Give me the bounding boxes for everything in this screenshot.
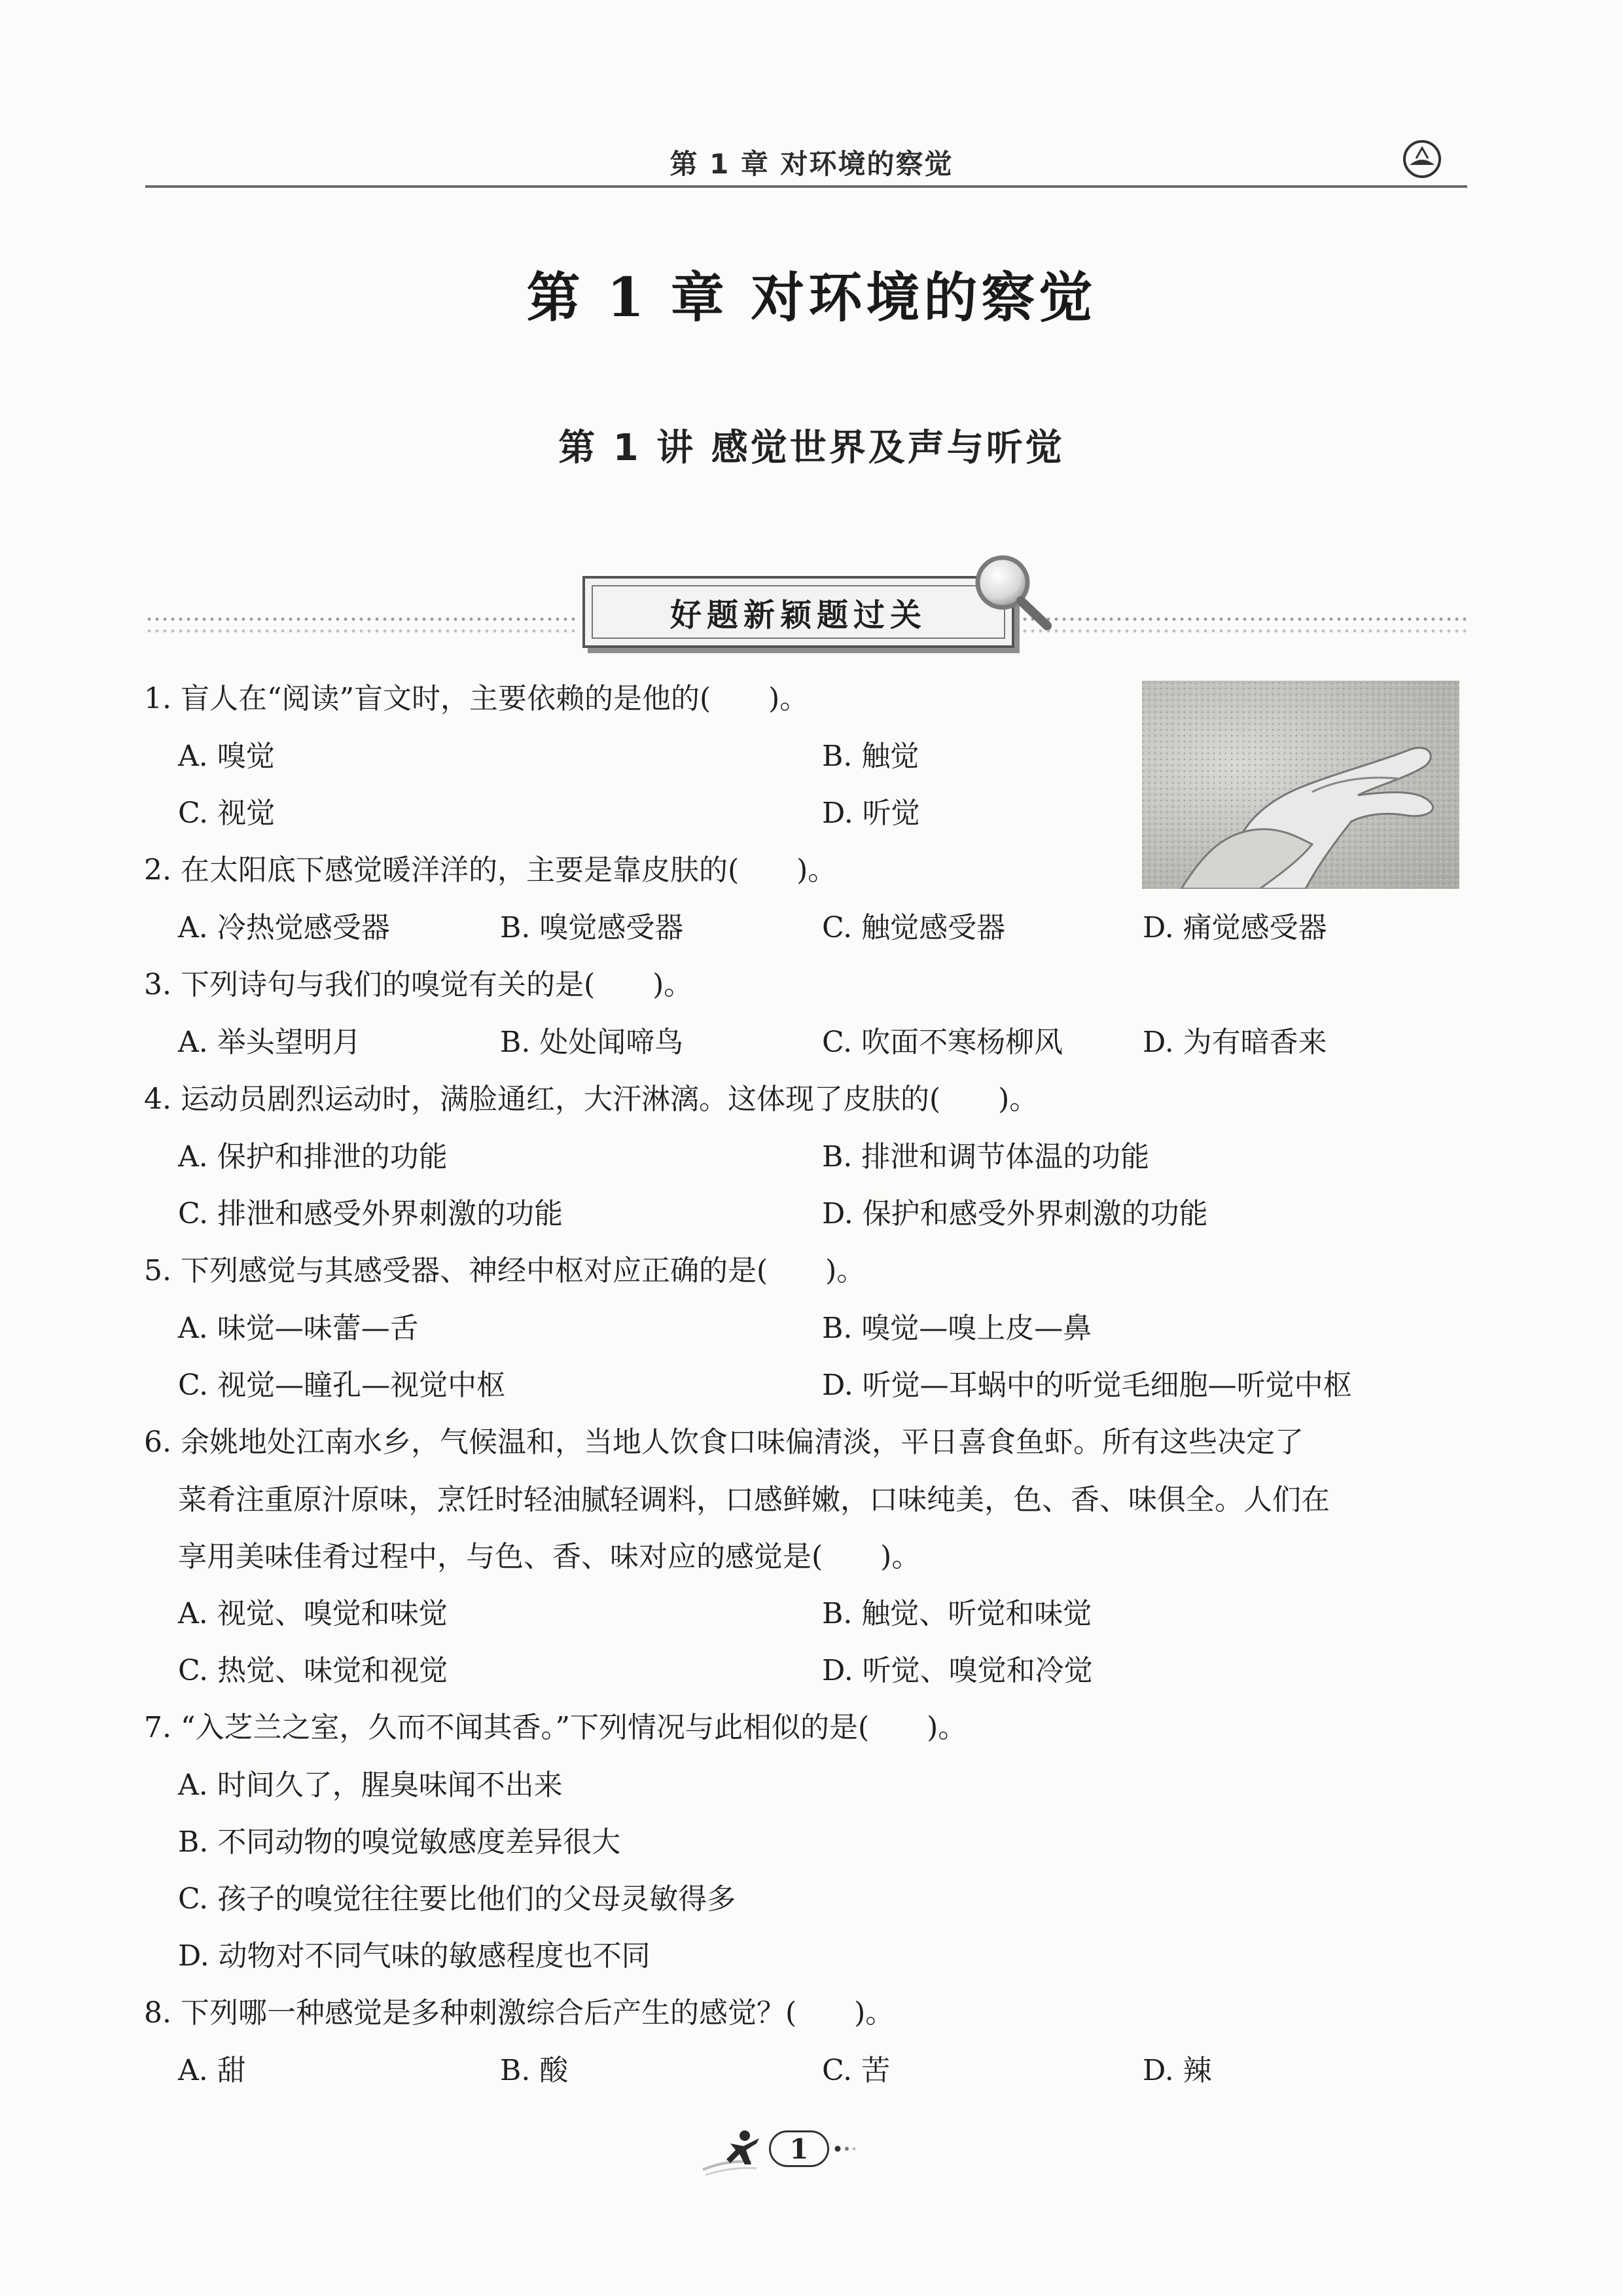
q6-option-a: A. 视觉、嗅觉和味觉 (178, 1597, 448, 1630)
q3-option-c: C. 吹面不寒杨柳风 (822, 1026, 1063, 1059)
q4-option-a: A. 保护和排泄的功能 (178, 1140, 448, 1174)
q1-option-a: A. 嗅觉 (178, 740, 275, 773)
lesson-title: 第 1 讲 感觉世界及声与听觉 (558, 427, 1065, 469)
question-3-stem: 3. 下列诗句与我们的嗅觉有关的是( )。 (144, 968, 693, 1001)
q3-option-d: D. 为有暗香来 (1143, 1026, 1327, 1059)
banner-dots-left-lower (145, 627, 577, 635)
q6-option-d: D. 听觉、嗅觉和冷觉 (822, 1654, 1093, 1687)
q2-option-b: B. 嗅觉感受器 (500, 911, 684, 944)
q7-option-b: B. 不同动物的嗅觉敏感度差异很大 (178, 1825, 621, 1859)
q6-option-c: C. 热觉、味觉和视觉 (178, 1654, 448, 1687)
question-2-stem: 2. 在太阳底下感觉暖洋洋的，主要是靠皮肤的( )。 (144, 853, 837, 887)
q8-option-c: C. 苦 (822, 2054, 891, 2087)
question-7-stem: 7. “入芝兰之室，久而不闻其香。”下列情况与此相似的是( )。 (144, 1711, 967, 1744)
page-number: 1 (769, 2130, 829, 2167)
q4-option-d: D. 保护和感受外界刺激的功能 (822, 1197, 1208, 1230)
question-6-stem-line-3: 享用美味佳肴过程中，与色、香、味对应的感觉是( )。 (178, 1540, 921, 1573)
running-header-title: 第 1 章 对环境的察觉 (669, 148, 954, 180)
chapter-badge-icon (1402, 139, 1442, 179)
q4-option-b: B. 排泄和调节体温的功能 (822, 1140, 1150, 1174)
q5-option-a: A. 味觉—味蕾—舌 (178, 1312, 419, 1345)
q2-option-d: D. 痛觉感受器 (1143, 911, 1327, 944)
q5-option-c: C. 视觉—瞳孔—视觉中枢 (178, 1369, 506, 1402)
q7-option-c: C. 孩子的嗅觉往往要比他们的父母灵敏得多 (178, 1882, 736, 1916)
q7-option-d: D. 动物对不同气味的敏感程度也不同 (178, 1939, 651, 1973)
running-figure-icon (699, 2124, 771, 2179)
q1-option-c: C. 视觉 (178, 797, 276, 830)
question-5-stem: 5. 下列感觉与其感受器、神经中枢对应正确的是( )。 (144, 1254, 866, 1287)
q6-option-b: B. 触觉、听觉和味觉 (822, 1597, 1092, 1630)
magnifier-icon (969, 548, 1054, 634)
q5-option-d: D. 听觉—耳蜗中的听觉毛细胞—听觉中枢 (822, 1369, 1352, 1402)
question-6-stem-line-1: 6. 余姚地处江南水乡，气候温和，当地人饮食口味偏清淡，平日喜食鱼虾。所有这些决定了 (144, 1426, 1304, 1459)
section-banner (582, 576, 1014, 648)
banner-dots-right-lower (1021, 627, 1466, 635)
q8-option-b: B. 酸 (500, 2054, 569, 2087)
header-rule (145, 185, 1467, 188)
q2-option-a: A. 冷热觉感受器 (178, 911, 390, 944)
q7-option-a: A. 时间久了，腥臭味闻不出来 (178, 1768, 563, 1802)
question-8-stem: 8. 下列哪一种感觉是多种刺激综合后产生的感觉？( )。 (144, 1996, 895, 2030)
question-1-stem: 1. 盲人在“阅读”盲文时，主要依赖的是他的( )。 (144, 682, 809, 715)
q3-option-a: A. 举头望明月 (178, 1026, 361, 1059)
section-banner-label: 好题新颖题过关 (592, 585, 1005, 639)
footer-dots-ornament (832, 2144, 859, 2154)
banner-dots-left (145, 615, 577, 623)
q3-option-b: B. 处处闻啼鸟 (500, 1026, 684, 1059)
hands-illustration (1142, 681, 1459, 889)
question-6-stem-line-2: 菜肴注重原汁原味，烹饪时轻油腻轻调料，口感鲜嫩，口味纯美，色、香、味俱全。人们在 (178, 1483, 1330, 1516)
q4-option-c: C. 排泄和感受外界刺激的功能 (178, 1197, 563, 1230)
chapter-title: 第 1 章 对环境的察觉 (526, 266, 1097, 329)
q1-option-d: D. 听觉 (822, 797, 920, 830)
braille-reading-photo (1142, 681, 1459, 889)
q2-option-c: C. 触觉感受器 (822, 911, 1006, 944)
q5-option-b: B. 嗅觉—嗅上皮—鼻 (822, 1312, 1092, 1345)
q1-option-b: B. 触觉 (822, 740, 919, 773)
q8-option-d: D. 辣 (1143, 2054, 1212, 2087)
banner-dots-right (1021, 615, 1466, 623)
question-4-stem: 4. 运动员剧烈运动时，满脸通红，大汗淋漓。这体现了皮肤的( )。 (144, 1083, 1039, 1116)
q8-option-a: A. 甜 (178, 2054, 246, 2087)
